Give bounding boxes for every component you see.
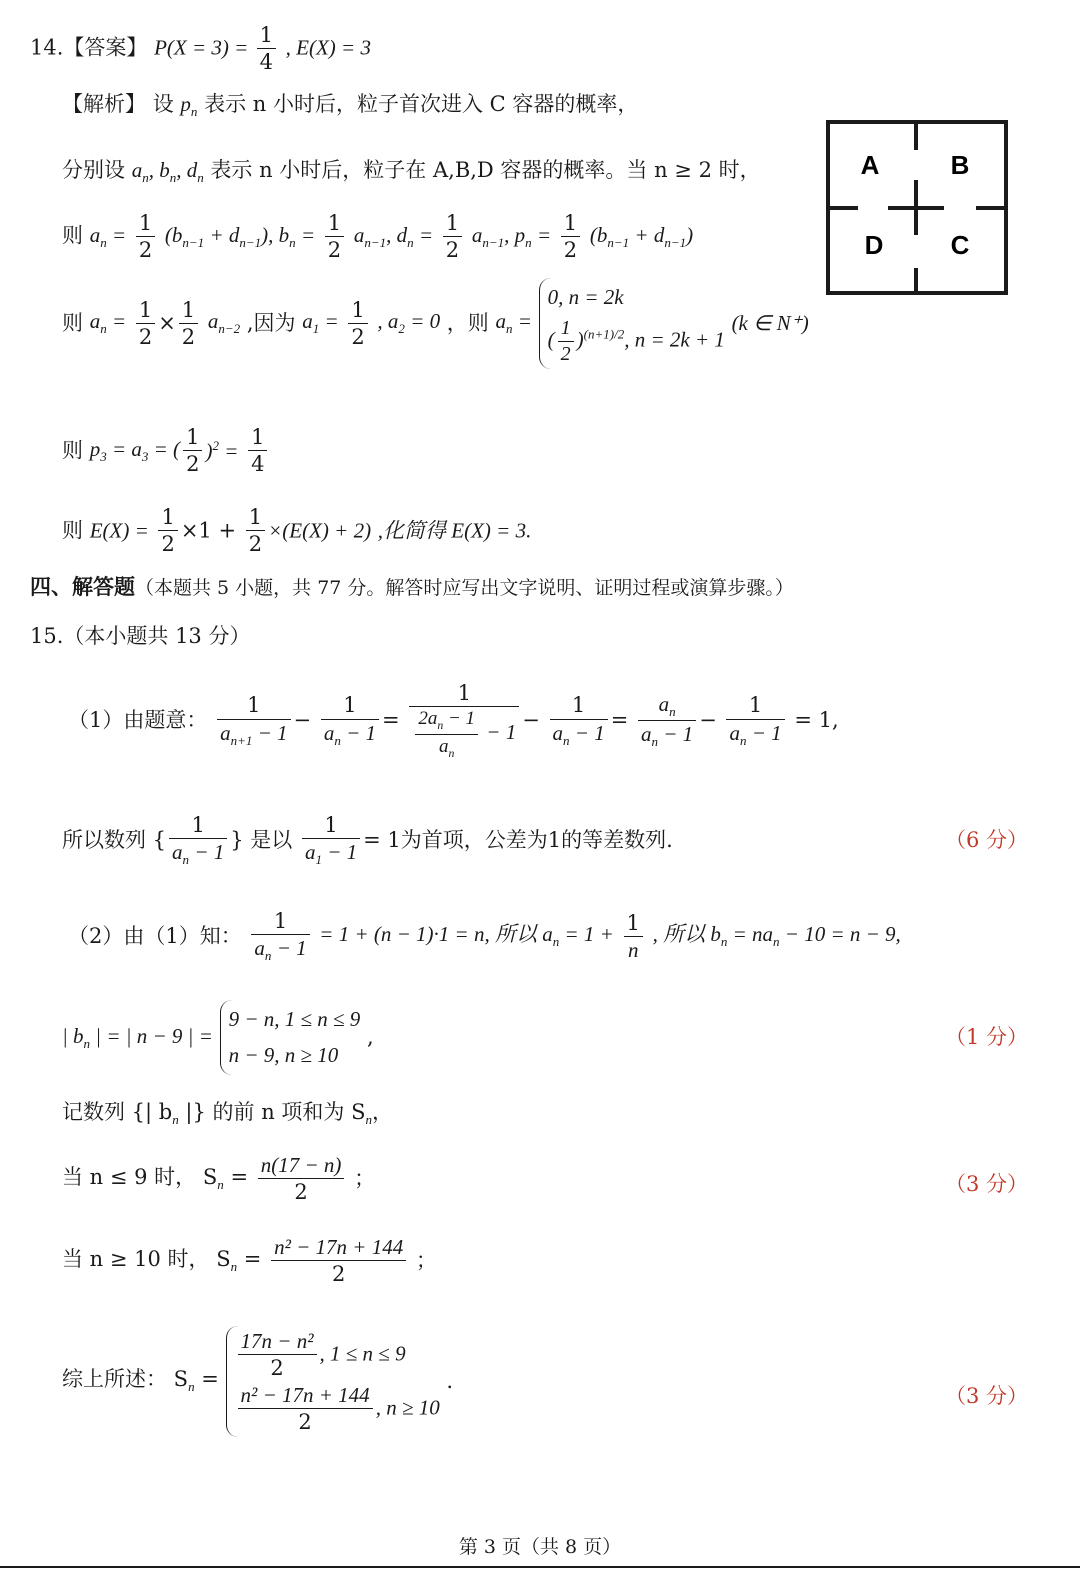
score-3a: （3 分） (944, 1172, 1028, 1196)
summary-piecewise: $\frac{\text{17n − n²}}{2}$ , 1 ≤ n ≤ 9 $\frac{\text{n² − 17n + 144}}{2}$ , n ≥ 10 (226, 1326, 440, 1437)
q15-abs-bn: | $b_n$ | = | n − 9 | = 9 − n, 1 ≤ n ≤ 9 n − 9, n ≥ 10 , (62, 1000, 374, 1075)
abs-piecewise: 9 − n, 1 ≤ n ≤ 9 n − 9, n ≥ 10 (220, 1000, 361, 1075)
label-a: A (860, 150, 880, 180)
q15-part2: （2）由（1）知： $\frac{1}{a_n - 1}$ = 1 + (n − 1)·1 = n, 所以 $a_n = 1$ + $\frac{1}{n}$ , 所以 $b_n = na_n - 10 = n - 9$, (68, 909, 901, 964)
analysis-line-6: 则 E(X) = $\frac{1}{2}$ ×1 + $\frac{1}{2}$ ×(E(X) + 2) ,化简得 E(X) = 3. (62, 505, 532, 557)
q14-label: 14.【答案】 (30, 35, 148, 60)
page-footer: 第 3 页（共 8 页） (458, 1536, 622, 1558)
analysis-line1-b: 表示 n 小时后，粒子首次进入 C 容器的概率， (204, 92, 639, 116)
analysis-line-3: 则 $a_n$ = $\frac{1}{2}$ $(b_{n-1} + d_{n-1})$, $b_n$ = $\frac{1}{2}$ $a_{n-1}$, $d_n$ = $\frac{1}{2}$ $a_{n-1}$, $p_n$ = $\frac{1}{2}$ $(b_{n-1} + d_{n-1})$ (62, 211, 694, 263)
label-c: C (950, 230, 970, 260)
analysis-tag: 【解析】 (62, 92, 146, 116)
q14-answer-line (30, 22, 371, 76)
footer-rule (0, 1566, 1080, 1568)
q15-sum-def: 记数列 {| $b_n$ |} 的前 n 项和为 $S_n$， (62, 1100, 393, 1128)
q15-title: 15.（本小题共 13 分） (30, 624, 251, 648)
section-heading (30, 576, 794, 598)
section-title: 四、解答题 (30, 574, 135, 599)
q15-case-ge10: 当 n ≥ 10 时， $S_n$ = $\frac{\text{n² − 17n + 144}}{2}$ ； (62, 1235, 437, 1287)
q14-fraction: $\frac{1}{4}$ (257, 22, 276, 76)
score-3b: （3 分） (944, 1384, 1028, 1408)
q15-summary: 综上所述： $S_n$ = $\frac{\text{17n − n²}}{2}$ , 1 ≤ n ≤ 9 $\frac{\text{n² − 17n + 144}}{2}$ , n ≥ 10 . (62, 1326, 453, 1437)
container-diagram (826, 120, 1008, 295)
score-6: （6 分） (944, 828, 1028, 852)
line4-prefix: 则 (62, 310, 83, 335)
q15-part1-conclusion: 所以数列 { $\frac{1}{a_n - 1}$ } 是以 $\frac{1}{a_1 - 1}$ = 1为首项，公差为1的等差数列. (62, 813, 673, 868)
q14-prob-expr: P(X = 3) = (154, 35, 254, 60)
q15-case-le9: 当 n ≤ 9 时， $S_n$ = $\frac{n(17 - n)}{2}$ ； (62, 1153, 376, 1205)
analysis-line-4: 则 $a_n$ = $\frac{1}{2}$ × $\frac{1}{2}$ $a_{n-2}$ ,因为 $a_1$ = $\frac{1}{2}$ , $a_2 = 0$ ，则 $a_n$ = 0, n = 2k ( $\frac{1}{2}$ )$^{(n+1)/2}$, n = 2k + 1 (k ∈ N⁺) (62, 278, 809, 369)
line4-mid: ,因为 (246, 310, 296, 335)
pn-symbol: $p_n$ (180, 92, 198, 120)
label-b: B (950, 150, 970, 180)
analysis-line2-rest: 表示 n 小时后，粒子在 A,B,D 容器的概率。当 n ≥ 2 时， (210, 158, 761, 182)
analysis-line-1 (62, 94, 638, 118)
analysis-line2: 分别设 $a_n$, $b_n$, $d_n$ (62, 158, 204, 186)
line3-prefix: 则 (62, 223, 83, 248)
label-d: D (864, 230, 884, 260)
section-subtitle: （本题共 5 小题，共 77 分。解答时应写出文字说明、证明过程或演算步骤。） (135, 577, 794, 599)
k-condition: (k ∈ N⁺) (731, 310, 809, 335)
line4-mid2: ，则 (446, 310, 489, 335)
an-piecewise: 0, n = 2k ( $\frac{1}{2}$ )$^{(n+1)/2}$, n = 2k + 1 (539, 278, 725, 369)
q14-expectation: , E(X) = 3 (285, 35, 371, 60)
q15-part1: （1）由题意： $\frac{1}{a_{n+1} - 1}$ − $\frac{1}{a_n - 1}$ = 1 $\frac{2a_n - 1}{a_n}$ − 1 − $\frac{1}{a_n - 1}$ = $\frac{a_n}{a_n - 1}$ − $\frac{1}{a_n - 1}$ = 1, (68, 681, 839, 760)
score-1: （1 分） (944, 1025, 1028, 1049)
analysis-line1-a: 设 (152, 92, 174, 116)
analysis-line-2 (62, 160, 761, 184)
analysis-line-5: 则 $p_3 = a_3$ = ( $\frac{1}{2}$ )$^2$ = $\frac{1}{4}$ (62, 424, 270, 478)
